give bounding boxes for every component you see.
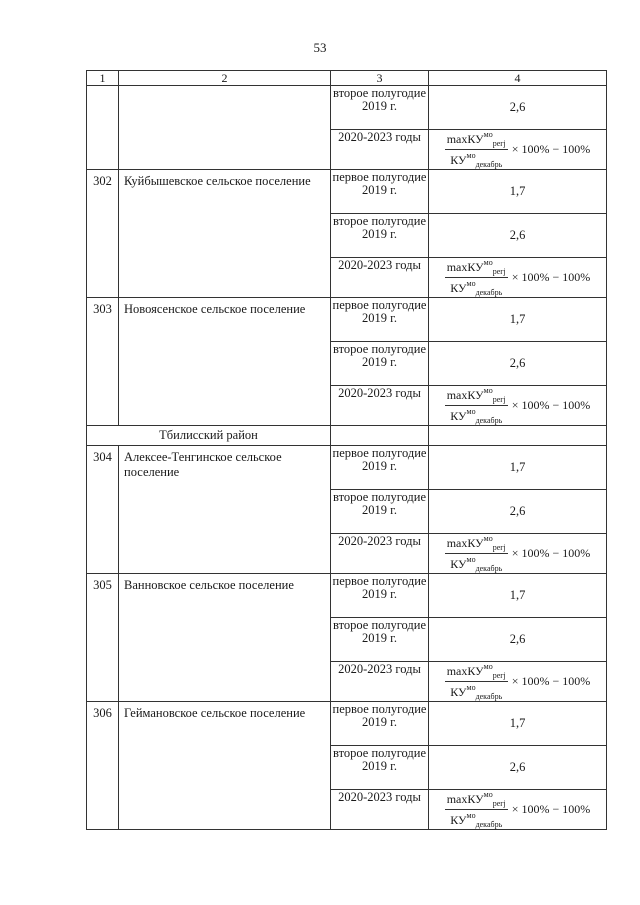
formula: $\frac{\max КУ^{мо}_{регj}}{КУ^{мо}_{декабрь}}$ × 100% − 100%: [446, 662, 591, 701]
formula: $\frac{\max КУ^{мо}_{регj}}{КУ^{мо}_{декабрь}}$ × 100% − 100%: [446, 258, 591, 297]
formula: $\frac{\max КУ^{мо}_{регj}}{КУ^{мо}_{декабрь}}$ × 100% − 100%: [446, 130, 591, 169]
period-cell: 2020-2023 годы: [331, 386, 429, 426]
settlement-name: Куйбышевское сельское поселение: [119, 170, 331, 298]
value-cell: 1,7: [429, 298, 607, 342]
header-col-2: 2: [119, 71, 331, 86]
period-cell: второе полугодие 2019 г.: [331, 86, 429, 130]
table-row: [87, 298, 607, 342]
period-cell: 2020-2023 годы: [331, 258, 429, 298]
value-cell: 1,7: [429, 702, 607, 746]
row-number: 302: [87, 170, 119, 298]
period-cell: первое полугодие 2019 г.: [331, 170, 429, 214]
header-col-4: 4: [429, 71, 607, 86]
table-row: [87, 86, 607, 130]
row-number: 304: [87, 446, 119, 574]
district-row: [87, 426, 607, 446]
period-cell: 2020-2023 годы: [331, 130, 429, 170]
table-row: [87, 446, 607, 490]
formula: $\frac{\max КУ^{мо}_{регj}}{КУ^{мо}_{декабрь}}$ × 100% − 100%: [446, 386, 591, 425]
period-cell: первое полугодие 2019 г.: [331, 446, 429, 490]
period-cell: второе полугодие 2019 г.: [331, 490, 429, 534]
settlement-name: Геймановское сельское поселение: [119, 702, 331, 830]
value-cell: 2,6: [429, 342, 607, 386]
tariff-table: [86, 70, 607, 830]
period-cell: второе полугодие 2019 г.: [331, 342, 429, 386]
row-number: 305: [87, 574, 119, 702]
period-cell: первое полугодие 2019 г.: [331, 298, 429, 342]
period-cell: 2020-2023 годы: [331, 790, 429, 830]
value-cell: 2,6: [429, 618, 607, 662]
period-cell: 2020-2023 годы: [331, 662, 429, 702]
period-cell: первое полугодие 2019 г.: [331, 702, 429, 746]
formula: $\frac{\max КУ^{мо}_{регj}}{КУ^{мо}_{декабрь}}$ × 100% − 100%: [446, 790, 591, 829]
settlement-name: Ванновское сельское поселение: [119, 574, 331, 702]
period-cell: второе полугодие 2019 г.: [331, 214, 429, 258]
formula-cell: [429, 662, 607, 702]
value-cell: 1,7: [429, 574, 607, 618]
row-number: 306: [87, 702, 119, 830]
period-cell: 2020-2023 годы: [331, 534, 429, 574]
period-cell: второе полугодие 2019 г.: [331, 618, 429, 662]
formula: $\frac{\max КУ^{мо}_{регj}}{КУ^{мо}_{декабрь}}$ × 100% − 100%: [446, 534, 591, 573]
formula-cell: [429, 790, 607, 830]
formula-cell: [429, 386, 607, 426]
page-number: 53: [313, 40, 327, 55]
settlement-name: Новоясенское сельское поселение: [119, 298, 331, 426]
settlement-name: Алексее-Тенгинское сельское поселение: [119, 446, 331, 574]
period-cell: первое полугодие 2019 г.: [331, 574, 429, 618]
table-row: [87, 574, 607, 618]
value-cell: 2,6: [429, 490, 607, 534]
header-col-3: 3: [331, 71, 429, 86]
table-row: [87, 702, 607, 746]
period-cell: второе полугодие 2019 г.: [331, 746, 429, 790]
value-cell: 2,6: [429, 214, 607, 258]
value-cell: 2,6: [429, 746, 607, 790]
formula-cell: [429, 258, 607, 298]
row-number: 303: [87, 298, 119, 426]
value-cell: 1,7: [429, 446, 607, 490]
formula-cell: [429, 130, 607, 170]
district-name: Тбилисский район: [87, 426, 331, 446]
formula-cell: [429, 534, 607, 574]
table-row: [87, 170, 607, 214]
header-col-1: 1: [87, 71, 119, 86]
table-header-row: [87, 71, 607, 86]
value-cell: 1,7: [429, 170, 607, 214]
value-cell: 2,6: [429, 86, 607, 130]
